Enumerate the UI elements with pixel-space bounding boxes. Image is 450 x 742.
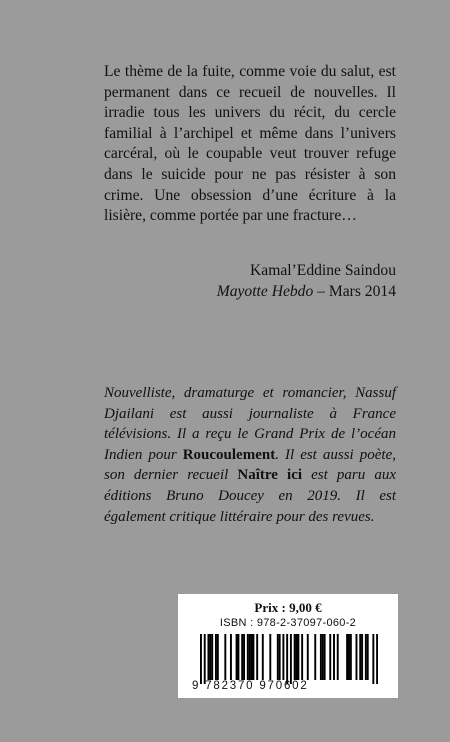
barcode-bar — [346, 634, 348, 680]
barcode-bar — [350, 634, 352, 680]
barcode-bar — [348, 634, 350, 680]
barcode-bar — [237, 634, 239, 680]
barcode-bar — [269, 634, 271, 680]
barcode-bar — [256, 634, 258, 680]
barcode-bar — [307, 634, 309, 680]
barcode-box — [178, 594, 398, 698]
barcode-bar — [286, 634, 288, 684]
barcode-bar — [211, 634, 213, 680]
barcode-bar — [314, 634, 316, 680]
attribution-separator: – — [313, 283, 329, 300]
barcode-bar — [367, 634, 369, 680]
author-bio — [104, 383, 396, 527]
barcode-bar — [230, 634, 232, 680]
isbn-label: ISBN : 978-2-37097-060-2 — [219, 617, 357, 629]
barcode-bar — [376, 634, 378, 684]
bio-book-title-1: Roucoulement — [182, 446, 276, 463]
barcode-bar — [359, 634, 361, 680]
bio-text-1: Nouvelliste, dramaturge et romancier, Nassuf Djailani est aussi journaliste à France télévisions. Il a reçu le Grand Prix de l’océan Indien pour — [104, 385, 396, 463]
barcode-bar — [320, 634, 322, 680]
barcode-bar — [200, 634, 202, 684]
barcode-bar — [215, 634, 217, 680]
barcode-bar — [209, 634, 211, 680]
barcode-bar — [277, 634, 279, 680]
barcode-bar — [262, 634, 264, 680]
barcode-bar — [365, 634, 367, 680]
bio-book-title-2: Naître ici — [237, 467, 303, 484]
barcode-bar — [279, 634, 281, 680]
barcode-bar — [282, 634, 284, 680]
barcode-digits: 9 782370 970602 — [192, 680, 309, 692]
barcode-bar — [372, 634, 374, 684]
barcode-bar — [224, 634, 226, 680]
barcode-bar — [322, 634, 324, 680]
barcode-bar — [217, 634, 219, 680]
barcode-bar — [301, 634, 303, 680]
attribution-date: Mars 2014 — [328, 283, 396, 300]
bio-text-3: est paru aux éditions Bruno Doucey en 2019. Il est également critique littéraire pour des revues. — [104, 467, 396, 525]
bio-text-2: . Il est aussi poète, son dernier recueil — [104, 446, 396, 484]
barcode-bar — [241, 634, 243, 680]
barcode-bar — [290, 634, 292, 684]
barcode-bar — [251, 634, 253, 680]
attribution-author: Kamal’Eddine Saindou — [250, 262, 396, 279]
barcode-bar — [294, 634, 296, 680]
barcode-bar — [324, 634, 326, 680]
price-label: Prix : 9,00 € — [254, 600, 322, 615]
barcode-bar — [204, 634, 206, 684]
barcode-bar — [297, 634, 299, 680]
barcode-bar — [333, 634, 335, 680]
barcode-bar — [252, 634, 254, 680]
barcode-bar — [356, 634, 358, 680]
blurb-paragraph: Le thème de la fuite, comme voie du salut, est permanent dans ce recueil de nouvelles. Il irradie tous les univers du récit, du cercle familial à l’archipel et même dans l’univers carcéral, où le coupable veut trouver refuge dans le suicide pour ne pas résister à son crime. Une obsession d’une écriture à la lisière, comme portée par une fracture… — [104, 63, 396, 225]
barcode-bar — [337, 634, 339, 680]
blurb-attribution — [104, 260, 396, 302]
barcode-bar — [361, 634, 363, 680]
attribution-source — [104, 281, 396, 302]
barcode-bar — [249, 634, 251, 680]
barcode-bar — [329, 634, 331, 680]
attribution-publication: Mayotte Hebdo — [216, 283, 314, 300]
barcode-bar — [243, 634, 245, 680]
barcode-bar — [236, 634, 238, 680]
barcode-bar — [296, 634, 298, 680]
barcode-bar — [247, 634, 249, 680]
barcode-bars — [200, 634, 378, 684]
barcode-bar — [207, 634, 209, 680]
